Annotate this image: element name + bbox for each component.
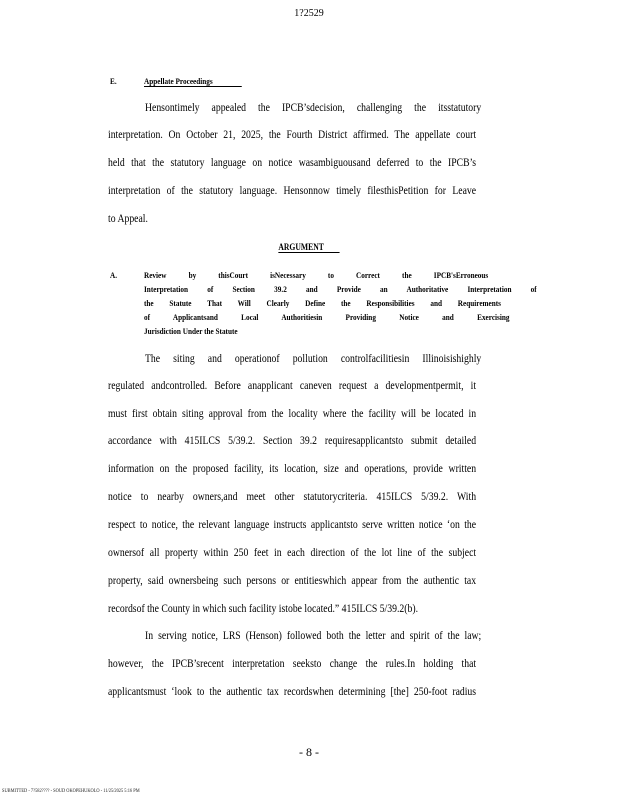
paragraph-1-line-3: must first obtain siting approval from the locality where the facility will be located in [108, 408, 477, 420]
paragraph-1-line-4: accordance with 415ILCS 5/39.2. Section 39.2 requiresapplicantsto submit detailed [108, 435, 477, 447]
paragraph-1-line-9: property, said ownersbeing such persons or entitieswhich appear from the authentic tax [108, 575, 477, 587]
section-a-letter: A. [110, 270, 118, 280]
section-e-line-3: held that the statutory language on notice wasambiguousand deferred to the IPCB’s [108, 157, 477, 169]
section-e-title [144, 76, 242, 87]
paragraph-2-line-2: however, the IPCB’srecent interpretation seeksto change the rules.In holding that [108, 658, 477, 670]
paragraph-1-line-1: The siting and operationof pollution controlfacilitiesin Illinoisishighly [145, 353, 482, 365]
paragraph-1-line-2: regulated andcontrolled. Before anapplicant caneven request a developmentpermit, it [108, 380, 477, 392]
paragraph-1-line-10: recordsof the County in which such facility istobe located.” 415ILCS 5/39.2(b). [108, 603, 419, 615]
paragraph-2-line-3: applicantsmust ‘look to the authentic tax recordswhen determining [the] 250-foot radius [108, 686, 477, 698]
page-number: - 8 - [299, 745, 319, 759]
section-a-heading-line-3: the Statute That Will Clearly Define the Responsibilities and Requirements [144, 298, 501, 308]
argument-title-text: ARGUMENT [279, 242, 340, 253]
paragraph-1-line-5: information on the proposed facility, its location, size and operations, provide written [108, 463, 477, 475]
submitted-stamp: SUBMITTED - 7?582???? - SOUD OKOPEHUKOLO - 11/25/2025 5:16 PM [2, 788, 140, 794]
section-e-line-5: to Appeal. [108, 213, 148, 225]
section-e-letter: E. [110, 76, 117, 86]
document-number: 1?2529 [294, 8, 324, 19]
section-a-heading-line-4: of Applicantsand Local Authoritiesin Providing Notice and Exercising [144, 312, 510, 322]
paragraph-1-line-8: ownersof all property within 250 feet in each direction of the lot line of the subject [108, 547, 477, 559]
section-e-line-4: interpretation of the statutory language. Hensonnow timely filesthisPetition for Leave [108, 185, 477, 197]
section-a-heading-line-2: Interpretation of Section 39.2 and Provide an Authoritative Interpretation of [144, 284, 537, 294]
section-e-line-2: interpretation. On October 21, 2025, the Fourth District affirmed. The appellate court [108, 129, 477, 141]
section-a-heading-line-5: Jurisdiction Under the Statute [144, 326, 238, 336]
argument-title [0, 242, 618, 253]
section-e-line-1: Hensontimely appealed the IPCB’sdecision, challenging the itsstatutory [145, 102, 482, 114]
paragraph-1-line-6: notice to nearby owners,and meet other statutorycriteria. 415ILCS 5/39.2. With [108, 491, 477, 503]
section-e-title-text: Appellate Proceedings [144, 76, 242, 87]
paragraph-1-line-7: respect to notice, the relevant language instructs applicantsto serve written notice ‘on the [108, 519, 477, 531]
paragraph-2-line-1: In serving notice, LRS (Henson) followed both the letter and spirit of the law; [145, 630, 482, 642]
section-a-heading-line-1: Review by thisCourt isNecessary to Correct the IPCB'sErroneous [144, 270, 489, 280]
